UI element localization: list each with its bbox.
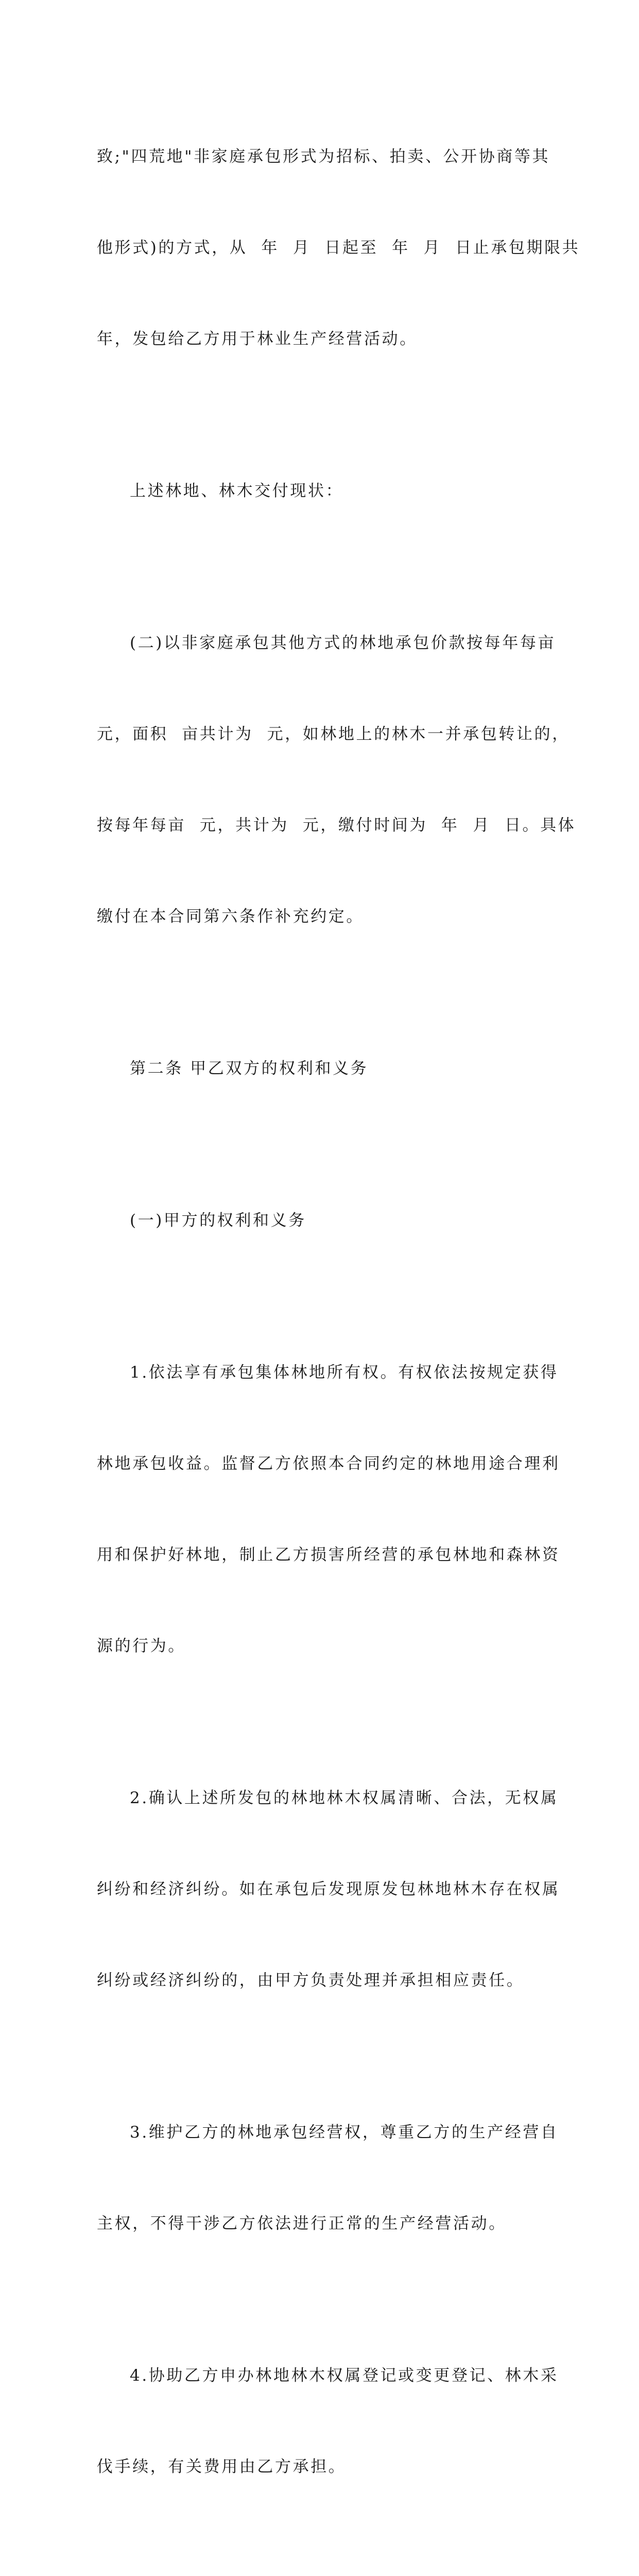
party-a-item-3 [97,2057,559,2300]
text-line: 纠纷和经济纠纷。如在承包后发现原发包林地林木存在权属 [97,1880,560,1899]
text-line: 第二条 甲乙双方的权利和义务 [130,1059,369,1078]
paragraph-contract-price [97,567,576,993]
paragraph-contract-method [97,81,580,415]
text-line: 他形式)的方式，从 年 月 日起至 年 月 日止承包期限共 [97,239,580,257]
text-line: 元，面积 亩共计为 元，如林地上的林木一并承包转让的， [97,725,570,743]
text-line: 纠纷或经济纠纷的，由甲方负责处理并承担相应责任。 [97,1971,525,1990]
party-a-item-1 [97,1297,560,1722]
text-line: 缴付在本合同第六条作补充约定。 [97,907,364,926]
text-line: 源的行为。 [97,1637,186,1655]
section-party-a-heading [97,1145,545,1297]
paragraph-delivery-status [97,415,545,567]
text-line: 林地承包收益。监督乙方依照本合同约定的林地用途合理利 [97,1454,560,1473]
text-line: 伐手续，有关费用由乙方承担。 [97,2458,347,2476]
party-a-item-2 [97,1722,560,2057]
document-body [97,81,580,2576]
text-line: (一)甲方的权利和义务 [130,1211,306,1230]
text-line: 上述林地、林木交付现状： [130,482,344,500]
party-a-item-4 [97,2300,559,2543]
text-line: 用和保护好林地，制止乙方损害所经营的承包林地和森林资 [97,1546,560,1564]
text-line: 3.维护乙方的林地承包经营权，尊重乙方的生产经营自 [130,2123,559,2142]
text-line: 主权，不得干涉乙方依法进行正常的生产经营活动。 [97,2214,507,2233]
text-line: 4.协助乙方申办林地林木权属登记或变更登记、林木采 [130,2366,559,2385]
text-line: 1.依法享有承包集体林地所有权。有权依法按规定获得 [130,1363,559,1382]
text-line: 致;"四荒地"非家庭承包形式为招标、拍卖、公开协商等其 [97,147,550,166]
text-line: 按每年每亩 元，共计为 元，缴付时间为 年 月 日。具体 [97,816,576,835]
text-line: 2.确认上述所发包的林地林木权属清晰、合法，无权属 [130,1789,559,1807]
article-2-heading [97,993,545,1145]
text-line: 年，发包给乙方用于林业生产经营活动。 [97,330,418,348]
text-line: (二)以非家庭承包其他方式的林地承包价款按每年每亩 [130,634,556,652]
section-party-b-heading [97,2543,545,2576]
